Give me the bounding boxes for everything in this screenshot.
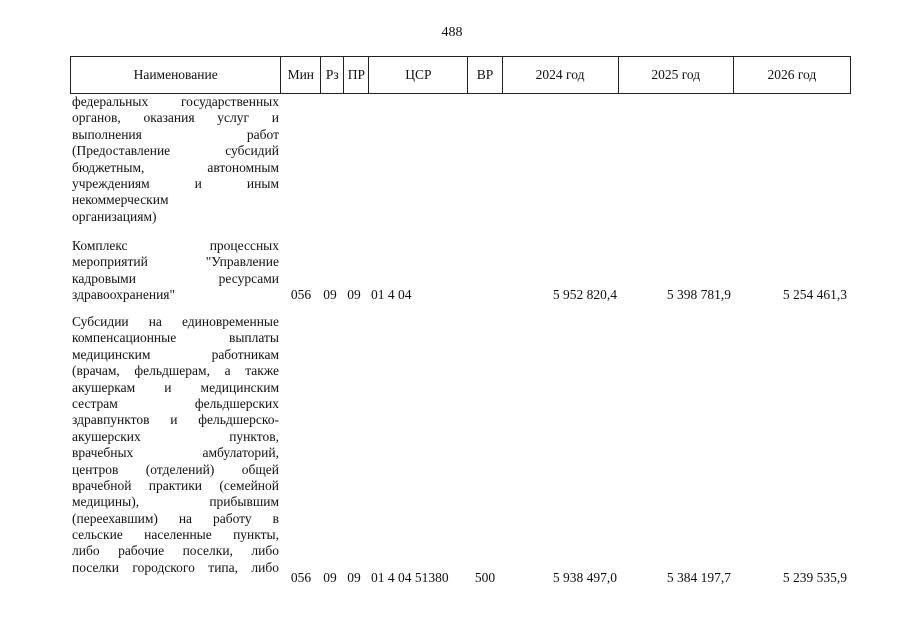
cell-2026: 5 239 535,9	[782, 570, 847, 585]
name-line: бюджетным, автономным	[72, 159, 279, 175]
name-line: медицинским работникам	[72, 346, 279, 362]
header-pr: ПР	[344, 57, 369, 94]
header-csr: ЦСР	[369, 57, 468, 94]
name-line: центров (отделений) общей	[72, 461, 279, 477]
cell-pr: 09	[347, 570, 361, 585]
header-2024: 2024 год	[502, 57, 618, 94]
name-line: организациям)	[72, 208, 157, 224]
table-row-name	[72, 238, 279, 304]
cell-rz: 09	[323, 570, 337, 585]
name-line: Субсидии на единовременные	[72, 314, 279, 329]
name-line: медицины), прибывшим	[72, 494, 279, 510]
name-line: (врачам, фельдшерам, а также	[72, 363, 279, 379]
header-2025: 2025 год	[618, 57, 733, 94]
cell-2025: 5 384 197,7	[666, 570, 731, 585]
cell-min: 056	[290, 287, 312, 302]
cell-2026: 5 254 461,3	[782, 287, 847, 302]
header-min: Мин	[281, 57, 321, 94]
name-line: органов, оказания услуг и	[72, 110, 279, 126]
name-line: сельские населенные пункты,	[72, 527, 279, 543]
table-row-name	[72, 314, 279, 576]
name-line: (Предоставление субсидий	[72, 143, 279, 159]
table-row-name	[72, 94, 279, 225]
name-line: выполнения работ	[72, 126, 279, 142]
page-number: 488	[441, 25, 463, 40]
name-line: поселки городского типа, либо	[72, 559, 279, 575]
name-line: акушерских пунктов,	[72, 428, 279, 444]
header-2026: 2026 год	[733, 57, 850, 94]
name-line: сестрам фельдшерских	[72, 395, 279, 411]
name-line: компенсационные выплаты	[72, 330, 279, 346]
name-line: либо рабочие поселки, либо	[72, 543, 279, 559]
name-line: акушеркам и медицинским	[72, 379, 279, 395]
cell-csr: 01 4 04	[371, 287, 412, 302]
cell-pr: 09	[347, 287, 361, 302]
header-rz: Рз	[321, 57, 344, 94]
cell-rz: 09	[323, 287, 337, 302]
name-line: мероприятий "Управление	[72, 254, 279, 270]
name-line: некоммерческим	[72, 192, 169, 208]
header-name: Наименование	[71, 57, 281, 94]
name-line: здравоохранения"	[72, 287, 176, 303]
name-line: врачебной практики (семейной	[72, 477, 279, 493]
cell-min: 056	[290, 570, 312, 585]
name-line: кадровыми ресурсами	[72, 270, 279, 286]
name-line: врачебных амбулаторий,	[72, 445, 279, 461]
table-header	[70, 56, 851, 94]
name-line: учреждениям и иным	[72, 175, 279, 191]
cell-vr: 500	[474, 570, 496, 585]
name-line: (переехавшим) на работу в	[72, 510, 279, 526]
cell-2025: 5 398 781,9	[666, 287, 731, 302]
header-vr: ВР	[468, 57, 502, 94]
cell-csr: 01 4 04 51380	[371, 570, 449, 585]
name-line: федеральных государственных	[72, 94, 279, 109]
cell-2024: 5 952 820,4	[552, 287, 617, 302]
name-line: здравпунктов и фельдшерско-	[72, 412, 279, 428]
name-line: Комплекс процессных	[72, 238, 279, 253]
cell-2024: 5 938 497,0	[552, 570, 617, 585]
